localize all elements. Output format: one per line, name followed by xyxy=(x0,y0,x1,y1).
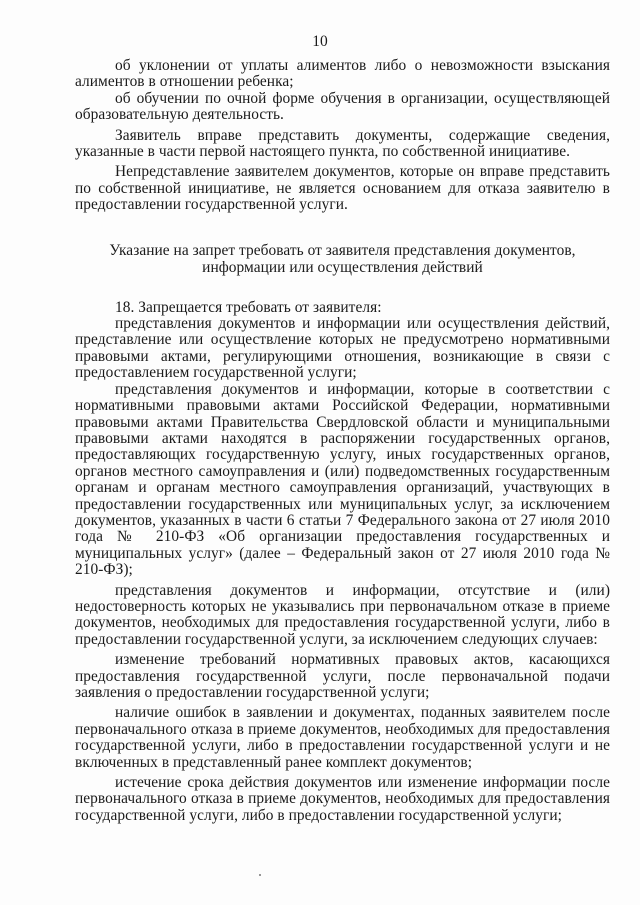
paragraph: Непредставление заявителем документов, которые он вправе представить по собственной инициативе, не является основанием для отказа заявителю в предоставлении государственной услуги. xyxy=(75,163,610,214)
document-body xyxy=(75,58,610,824)
paragraph: об уклонении от уплаты алиментов либо о невозможности взыскания алиментов в отношении ребенка; xyxy=(75,57,610,91)
section-heading xyxy=(75,242,610,276)
paragraph: Заявитель вправе представить документы, содержащие сведения, указанные в части первой настоящего пункта, по собственной инициативе. xyxy=(75,126,610,161)
paragraph: представления документов и информации, которые в соответствии с нормативными правовыми актами Российской Федерации, нормативными правовыми актами Правительства Свердловской области и муниципальными правовыми актами находятся в распоряжении государственных органов, предоставляющих государственную услугу, иных государственных органов, органов местного самоуправления и (или) подведомственных государственным органам и органам местного самоуправления организаций, участвующих в предоставлении государственных или муниципальных услуг, за исключением документов, указанных в части 6 статьи 7 Федерального закона от 27 июля 2010 года № 210-ФЗ «Об организации предоставления государственных и муниципальных услуг» (далее – Федеральный закон от 27 июля 2010 года № 210-ФЗ); xyxy=(75,380,610,579)
page-number: 10 xyxy=(312,33,328,50)
scan-speck xyxy=(259,874,261,876)
section-heading-line: Указание на запрет требовать от заявителя представления документов, xyxy=(109,241,576,259)
paragraph: истечение срока действия документов или изменение информации после первоначального отказа в приеме документов, необходимых для предоставления государственной услуги, либо в предоставлении государственной услуги; xyxy=(75,774,610,824)
paragraph: изменение требований нормативных правовых актов, касающихся предоставления государственной услуги, после первоначальной подачи заявления о предоставлении государственной услуги; xyxy=(75,651,610,701)
paragraph: об обучении по очной форме обучения в организации, осуществляющей образовательную деятельность. xyxy=(75,89,610,124)
paragraph: представления документов и информации или осуществления действий, представление или осуществление которых не предусмотрено нормативными правовыми актами, регулирующими отношения, возникающие в связи с предоставлением государственной услуги; xyxy=(75,315,610,382)
paragraph: 18. Запрещается требовать от заявителя: xyxy=(115,298,382,316)
paragraph: представления документов и информации, отсутствие и (или) недостоверность которых не указывались при первоначальном отказе в приеме документов, необходимых для предоставления государственной услуги, либо в предоставлении государственной услуги, за исключением следующих случаев: xyxy=(75,581,610,648)
section-heading-line: информации или осуществления действий xyxy=(202,258,483,276)
paragraph: наличие ошибок в заявлении и документах, поданных заявителем после первоначального отказа в приеме документов, необходимых для предоставления государственной услуги, либо в предоставлении государственной услуги и не включенных в представленный ранее комплект документов; xyxy=(75,704,610,771)
